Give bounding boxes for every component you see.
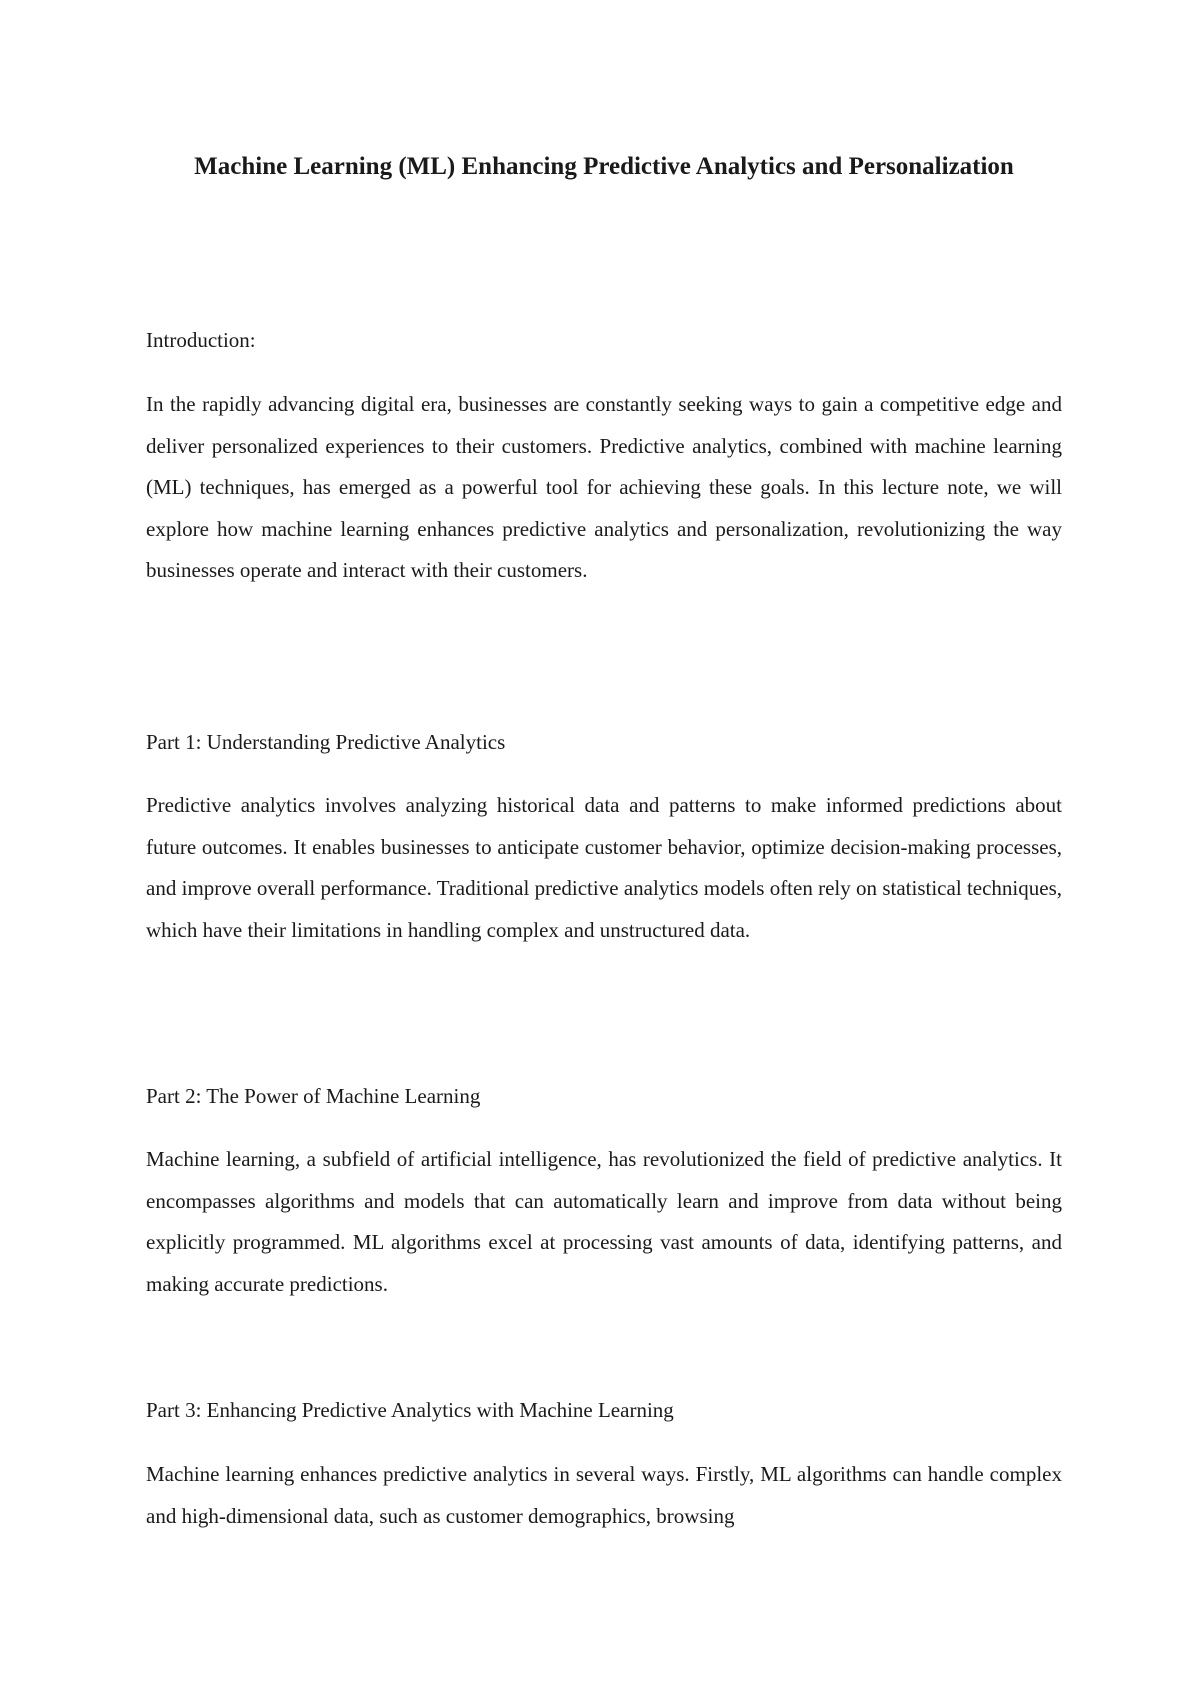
section-heading-part-2: Part 2: The Power of Machine Learning	[146, 1084, 481, 1108]
section-body-introduction: In the rapidly advancing digital era, businesses are constantly seeking ways to gain a competitive edge and deliver personalized experiences to their customers. Predictive analytics, combined with machine learning (ML) techniques, has emerged as a powerful tool for achieving these goals. In this lecture note, we will explore how machine learning enhances predictive analytics and personalization, revolutionizing the way businesses operate and interact with their customers.	[146, 392, 1062, 582]
document-title: Machine Learning (ML) Enhancing Predictive Analytics and Personalization	[194, 153, 1014, 180]
section-body-part-3: Machine learning enhances predictive analytics in several ways. Firstly, ML algorithms can handle complex and high-dimensional data, such as customer demographics, browsing	[146, 1462, 1062, 1528]
document-page	[146, 0, 1062, 1696]
section-body-part-2: Machine learning, a subfield of artificial intelligence, has revolutionized the field of predictive analytics. It encompasses algorithms and models that can automatically learn and improve from data without being explicitly programmed. ML algorithms excel at processing vast amounts of data, identifying patterns, and making accurate predictions.	[146, 1147, 1062, 1296]
section-body-part-1: Predictive analytics involves analyzing historical data and patterns to make informed predictions about future outcomes. It enables businesses to anticipate customer behavior, optimize decision-making processes, and improve overall performance. Traditional predictive analytics models often rely on statistical techniques, which have their limitations in handling complex and unstructured data.	[146, 793, 1062, 942]
section-heading-introduction: Introduction:	[146, 328, 256, 352]
section-heading-part-1: Part 1: Understanding Predictive Analytics	[146, 730, 506, 754]
section-heading-part-3: Part 3: Enhancing Predictive Analytics with Machine Learning	[146, 1398, 674, 1422]
